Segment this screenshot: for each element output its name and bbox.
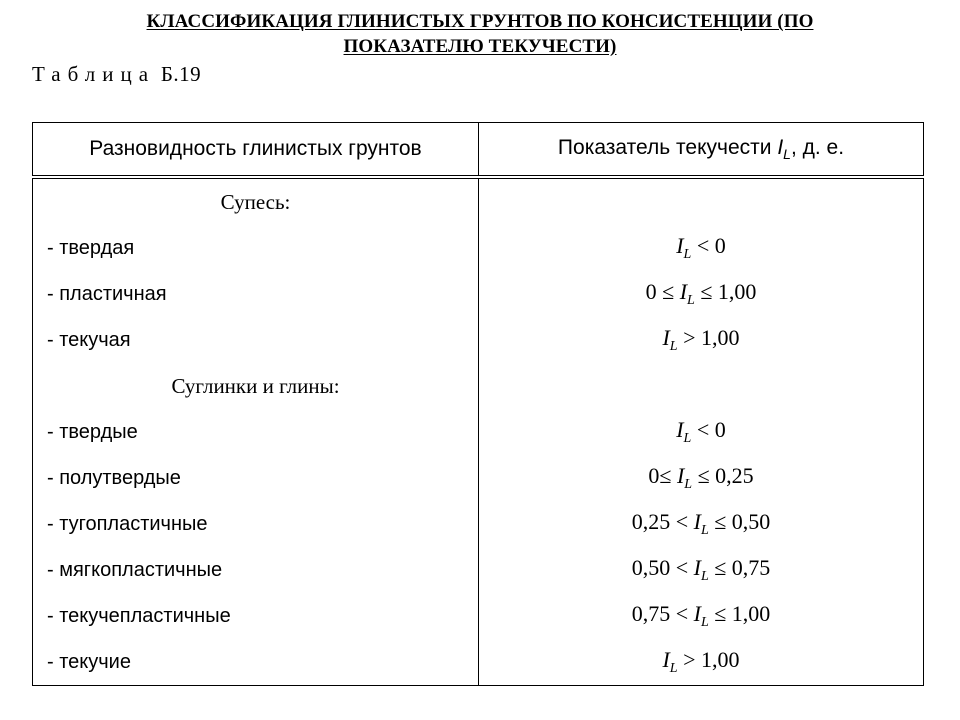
- column-header-index-prefix: Показатель текучести: [557, 136, 772, 159]
- variety-cell: - твердые: [33, 409, 479, 455]
- value-subscript: L: [700, 523, 709, 538]
- value-prefix: 0 ≤: [645, 279, 680, 304]
- index-value-cell: [479, 593, 924, 639]
- value-subscript: L: [687, 293, 695, 308]
- consistency-table: [32, 122, 924, 686]
- table-row: [33, 501, 924, 547]
- table-row: [33, 547, 924, 593]
- value-subscript: L: [683, 247, 692, 262]
- value-subscript: L: [700, 615, 709, 630]
- table-body: [33, 177, 924, 686]
- value-suffix: > 1,00: [677, 325, 740, 350]
- variety-cell: - текучепластичные: [33, 593, 479, 639]
- value-symbol: I: [693, 555, 701, 580]
- index-value-cell: [479, 317, 924, 363]
- index-value-cell: [479, 547, 924, 593]
- variety-cell: - полутвердые: [33, 455, 479, 501]
- table-row: [33, 225, 924, 271]
- value-subscript: L: [700, 569, 709, 584]
- value-suffix: ≤ 0,75: [708, 555, 771, 580]
- group-heading: Супесь:: [33, 177, 479, 225]
- value-suffix: > 1,00: [677, 647, 740, 672]
- page-title: [40, 9, 920, 59]
- value-symbol: I: [676, 417, 684, 442]
- index-value-cell: [479, 501, 924, 547]
- column-header-index-suffix: , д. е.: [790, 136, 845, 159]
- index-value-cell: [479, 409, 924, 455]
- value-prefix: 0,75 <: [631, 601, 694, 626]
- table-row: [33, 455, 924, 501]
- title-line-2: ПОКАЗАТЕЛЮ ТЕКУЧЕСТИ): [343, 36, 617, 57]
- value-suffix: ≤ 1,00: [694, 279, 757, 304]
- title-line-1: КЛАССИФИКАЦИЯ ГЛИНИСТЫХ ГРУНТОВ ПО КОНСИСТЕНЦИИ (ПО: [146, 11, 814, 32]
- group-heading-empty-cell: [479, 363, 924, 409]
- variety-cell: - текучая: [33, 317, 479, 363]
- index-value-cell: [479, 455, 924, 501]
- value-suffix: ≤ 0,25: [692, 463, 754, 488]
- column-header-index-symbol: I: [777, 136, 784, 159]
- index-value-cell: [479, 271, 924, 317]
- table-row: [33, 409, 924, 455]
- value-suffix: ≤ 1,00: [708, 601, 771, 626]
- value-subscript: L: [669, 339, 678, 354]
- value-suffix: < 0: [691, 417, 726, 442]
- value-suffix: < 0: [691, 233, 726, 258]
- table-header-row: [33, 123, 924, 178]
- index-value-cell: [479, 225, 924, 271]
- value-prefix: 0,50 <: [631, 555, 694, 580]
- column-header-index-subscript: L: [783, 146, 791, 162]
- value-prefix: 0≤: [648, 463, 677, 488]
- group-heading-empty-cell: [479, 177, 924, 225]
- value-symbol: I: [693, 601, 701, 626]
- value-symbol: I: [662, 647, 670, 672]
- value-suffix: ≤ 0,50: [708, 509, 771, 534]
- table-row: [33, 271, 924, 317]
- table-row: [33, 639, 924, 686]
- value-symbol: I: [693, 509, 701, 534]
- table-row: [33, 593, 924, 639]
- group-heading: Суглинки и глины:: [33, 363, 479, 409]
- table-caption-word: Таблица: [32, 62, 156, 86]
- group-row: [33, 177, 924, 225]
- table-caption-number: Б.19: [160, 62, 202, 86]
- column-header-variety: Разновидность глинистых грунтов: [33, 123, 479, 178]
- column-header-index: [479, 123, 924, 178]
- value-subscript: L: [669, 661, 678, 676]
- value-prefix: 0,25 <: [631, 509, 694, 534]
- value-symbol: I: [676, 233, 684, 258]
- variety-cell: - твердая: [33, 225, 479, 271]
- value-symbol: I: [662, 325, 670, 350]
- variety-cell: - текучие: [33, 639, 479, 686]
- variety-cell: - тугопластичные: [33, 501, 479, 547]
- variety-cell: - мягкопластичные: [33, 547, 479, 593]
- value-subscript: L: [683, 431, 692, 446]
- index-value-cell: [479, 639, 924, 686]
- value-symbol: I: [676, 463, 685, 488]
- value-subscript: L: [684, 477, 693, 492]
- variety-cell: - пластичная: [33, 271, 479, 317]
- group-row: [33, 363, 924, 409]
- table-caption: [32, 62, 201, 87]
- table-row: [33, 317, 924, 363]
- value-symbol: I: [679, 279, 688, 304]
